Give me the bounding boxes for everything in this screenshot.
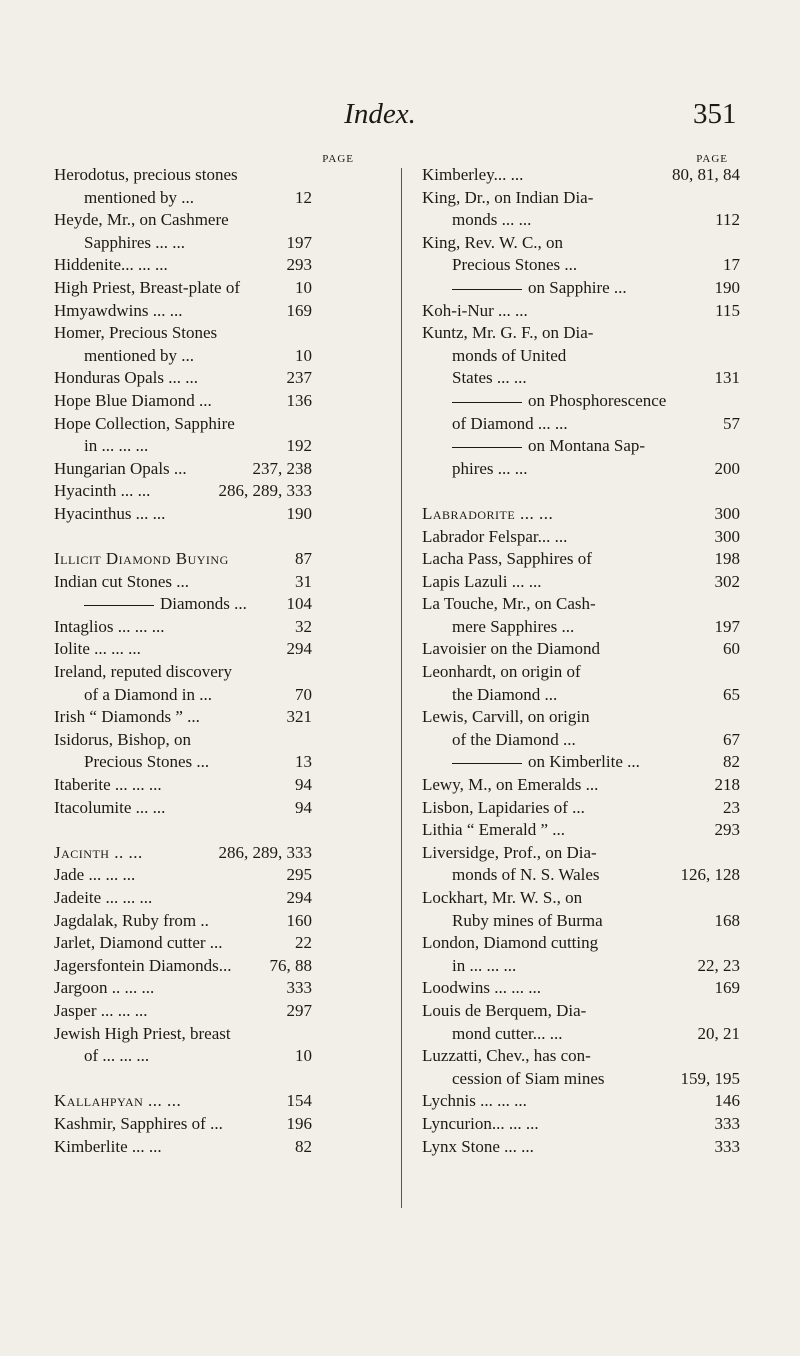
index-entry xyxy=(54,797,364,820)
index-entry xyxy=(54,571,364,594)
entry-text: Luzzatti, Chev., has con- xyxy=(422,1046,591,1066)
entry-page: 198 xyxy=(714,549,740,569)
index-entry xyxy=(54,1023,364,1046)
entry-page: 115 xyxy=(715,300,740,320)
entry-page: 32 xyxy=(295,616,312,636)
entry-text: Labradorite ... ... xyxy=(422,503,554,523)
entry-text: Louis de Berquem, Dia- xyxy=(422,1000,587,1020)
index-entry xyxy=(54,322,364,345)
entry-page: 302 xyxy=(714,571,740,591)
entry-text: of the Diamond ... xyxy=(452,729,576,749)
entry-text: in ... ... ... xyxy=(84,436,149,456)
entry-text: mentioned by ... xyxy=(84,345,195,365)
index-entry xyxy=(422,684,740,707)
index-entry xyxy=(54,209,364,232)
entry-text: the Diamond ... xyxy=(452,684,558,704)
entry-page: 297 xyxy=(286,1000,312,1020)
index-entry xyxy=(422,571,740,594)
entry-page: 160 xyxy=(286,910,312,930)
entry-page: 333 xyxy=(286,978,312,998)
index-column-right xyxy=(422,153,740,1158)
index-entry xyxy=(54,480,364,503)
index-entry xyxy=(54,503,364,526)
entry-page: 197 xyxy=(714,616,740,636)
page-column-header: PAGE xyxy=(322,153,354,165)
entry-page: 293 xyxy=(714,820,740,840)
entry-page: 333 xyxy=(714,1113,740,1133)
index-entry xyxy=(422,910,740,933)
entry-text: Jagdalak, Ruby from .. xyxy=(54,910,209,930)
entry-text: Sapphires ... ... xyxy=(84,232,186,252)
ditto-dash xyxy=(452,289,522,290)
entry-text: Herodotus, precious stones xyxy=(54,165,238,184)
index-entry xyxy=(422,616,740,639)
index-entry xyxy=(422,548,740,571)
page-column-header: PAGE xyxy=(696,153,728,165)
index-entry xyxy=(422,413,740,436)
entry-page: 237 xyxy=(286,368,312,388)
entry-text: Lyncurion... ... ... xyxy=(422,1113,539,1133)
index-entry xyxy=(422,864,740,887)
entry-text: Itaberite ... ... ... xyxy=(54,775,162,795)
index-entry xyxy=(422,254,740,277)
entry-text: Heyde, Mr., on Cashmere xyxy=(54,210,229,230)
index-entry xyxy=(422,977,740,1000)
index-entry xyxy=(54,864,364,887)
entry-page: 196 xyxy=(286,1113,312,1133)
entry-page: 190 xyxy=(286,503,312,523)
index-entry xyxy=(422,390,740,413)
index-entry xyxy=(422,300,740,323)
index-entry xyxy=(54,1045,364,1068)
entry-page: 136 xyxy=(286,390,312,410)
entry-text: Indian cut Stones ... xyxy=(54,571,190,591)
index-entry xyxy=(54,638,364,661)
entry-page: 22 xyxy=(295,933,312,953)
entry-text: Leonhardt, on origin of xyxy=(422,662,581,682)
page-header xyxy=(0,96,800,136)
entry-text: Loodwins ... ... ... xyxy=(422,978,541,998)
entry-page: 76, 88 xyxy=(269,955,312,975)
index-entry xyxy=(54,187,364,210)
index-entry xyxy=(422,1136,740,1159)
entry-page: 10 xyxy=(295,345,312,365)
entry-text: Kashmir, Sapphires of ... xyxy=(54,1113,223,1133)
entry-text: Hungarian Opals ... xyxy=(54,458,187,478)
index-entry xyxy=(54,932,364,955)
entry-page: 80, 81, 84 xyxy=(672,165,740,184)
entry-text: in ... ... ... xyxy=(452,955,517,975)
entry-page: 192 xyxy=(286,436,312,456)
index-entry xyxy=(422,232,740,255)
entry-page: 112 xyxy=(715,210,740,230)
entry-page: 13 xyxy=(295,752,312,772)
index-entry xyxy=(54,842,364,865)
entry-text: Kuntz, Mr. G. F., on Dia- xyxy=(422,323,594,343)
entry-text: Liversidge, Prof., on Dia- xyxy=(422,842,597,862)
entry-text: Itacolumite ... ... xyxy=(54,797,166,817)
index-entry xyxy=(54,887,364,910)
entry-text: Kallahpyan ... ... xyxy=(54,1091,182,1111)
entry-page: 12 xyxy=(295,187,312,207)
entry-page: 65 xyxy=(723,684,740,704)
index-entry xyxy=(422,458,740,481)
index-entry xyxy=(54,1136,364,1159)
index-entry xyxy=(422,187,740,210)
entry-page: 87 xyxy=(295,549,312,569)
entry-page: 200 xyxy=(714,458,740,478)
entry-page: 293 xyxy=(286,255,312,275)
entry-text: Jarlet, Diamond cutter ... xyxy=(54,933,223,953)
entry-page: 300 xyxy=(714,503,740,523)
entry-text: mentioned by ... xyxy=(84,187,195,207)
index-entry xyxy=(422,164,740,187)
entry-text: Hyacinthus ... ... xyxy=(54,503,166,523)
index-entry xyxy=(422,526,740,549)
entry-page: 57 xyxy=(723,413,740,433)
page-title: Index. xyxy=(344,98,416,130)
index-entry xyxy=(54,254,364,277)
entry-page: 82 xyxy=(295,1136,312,1156)
entry-page: 82 xyxy=(723,752,740,772)
entry-text: Labrador Felspar... ... xyxy=(422,526,568,546)
index-entry xyxy=(54,661,364,684)
index-entry xyxy=(422,706,740,729)
index-entry xyxy=(54,277,364,300)
entry-text: London, Diamond cutting xyxy=(422,933,599,953)
entry-page: 294 xyxy=(286,888,312,907)
entry-text: King, Dr., on Indian Dia- xyxy=(422,187,594,207)
entry-text: Iolite ... ... ... xyxy=(54,639,141,659)
index-entry xyxy=(422,1045,740,1068)
entry-text: Lapis Lazuli ... ... xyxy=(422,571,542,591)
entry-text: Hyacinth ... ... xyxy=(54,481,151,501)
entry-text: Precious Stones ... xyxy=(84,752,210,772)
entry-text: Lynx Stone ... ... xyxy=(422,1136,534,1156)
entry-text: Lockhart, Mr. W. S., on xyxy=(422,888,583,907)
entry-text: Jewish High Priest, breast xyxy=(54,1023,231,1043)
entry-text: phires ... ... xyxy=(452,458,528,478)
page-number: 351 xyxy=(693,98,737,130)
index-entry xyxy=(54,910,364,933)
entry-text: Lychnis ... ... ... xyxy=(422,1091,527,1111)
entry-page: 295 xyxy=(286,865,312,885)
entry-text: Homer, Precious Stones xyxy=(54,323,218,343)
index-entry xyxy=(54,435,364,458)
entry-text: Lewy, M., on Emeralds ... xyxy=(422,775,599,795)
index-entry xyxy=(54,548,364,571)
index-entry xyxy=(54,955,364,978)
entry-page: 23 xyxy=(723,797,740,817)
entry-page: 10 xyxy=(295,1046,312,1066)
index-entry xyxy=(54,774,364,797)
entry-text: Lacha Pass, Sapphires of xyxy=(422,549,592,569)
index-entry xyxy=(54,751,364,774)
index-entry xyxy=(54,593,364,616)
entry-text: Kimberlite ... ... xyxy=(54,1136,162,1156)
index-entry xyxy=(422,593,740,616)
column-divider xyxy=(401,168,402,1208)
index-entry xyxy=(422,435,740,458)
entry-text: Hope Blue Diamond ... xyxy=(54,390,212,410)
entry-page: 67 xyxy=(723,729,740,749)
entry-page: 94 xyxy=(295,775,312,795)
index-entry xyxy=(422,1090,740,1113)
entry-page: 218 xyxy=(714,775,740,795)
entry-text: monds of United xyxy=(452,345,567,365)
entry-page: 20, 21 xyxy=(697,1023,740,1043)
entry-text: Jacinth .. ... xyxy=(54,842,143,862)
entry-page: 321 xyxy=(286,707,312,727)
index-entry xyxy=(422,503,740,526)
entry-text: La Touche, Mr., on Cash- xyxy=(422,594,596,614)
index-entry xyxy=(54,390,364,413)
entry-text: Hope Collection, Sapphire xyxy=(54,413,235,433)
entry-page: 168 xyxy=(714,910,740,930)
entry-text: on Montana Sap- xyxy=(528,436,646,456)
entry-text: Irish “ Diamonds ” ... xyxy=(54,707,200,727)
index-entry xyxy=(422,1023,740,1046)
entry-text: on Sapphire ... xyxy=(528,277,627,297)
entry-text: on Phosphorescence xyxy=(528,390,667,410)
entry-text: Ireland, reputed discovery xyxy=(54,662,232,682)
entry-text: on Kimberlite ... xyxy=(528,752,640,772)
entry-text: Jadeite ... ... ... xyxy=(54,888,153,907)
index-entry xyxy=(422,819,740,842)
entry-page: 17 xyxy=(723,255,740,275)
entry-page: 169 xyxy=(286,300,312,320)
entry-page: 126, 128 xyxy=(680,865,740,885)
entry-page: 159, 195 xyxy=(680,1068,740,1088)
entry-text: of a Diamond in ... xyxy=(84,684,212,704)
index-entry xyxy=(422,797,740,820)
entry-text: Jasper ... ... ... xyxy=(54,1000,148,1020)
index-entry xyxy=(54,729,364,752)
index-entry xyxy=(422,638,740,661)
entry-page: 146 xyxy=(714,1091,740,1111)
entry-text: Lavoisier on the Diamond xyxy=(422,639,600,659)
entry-text: of ... ... ... xyxy=(84,1046,150,1066)
entry-text: Hiddenite... ... ... xyxy=(54,255,168,275)
index-entry xyxy=(54,164,364,187)
entry-page: 70 xyxy=(295,684,312,704)
entry-text: Honduras Opals ... ... xyxy=(54,368,199,388)
entry-text: of Diamond ... ... xyxy=(452,413,568,433)
index-entry xyxy=(54,1090,364,1113)
entry-text: Lithia “ Emerald ” ... xyxy=(422,820,566,840)
index-entry xyxy=(422,842,740,865)
entry-text: Precious Stones ... xyxy=(452,255,578,275)
index-entry xyxy=(422,932,740,955)
index-entry xyxy=(54,367,364,390)
entry-page: 131 xyxy=(714,368,740,388)
entry-text: mond cutter... ... xyxy=(452,1023,563,1043)
entry-text: Jade ... ... ... xyxy=(54,865,136,885)
index-entry xyxy=(422,209,740,232)
entry-text: Isidorus, Bishop, on xyxy=(54,729,191,749)
ditto-dash xyxy=(452,447,522,448)
entry-page: 300 xyxy=(714,526,740,546)
entry-page: 294 xyxy=(286,639,312,659)
index-entry xyxy=(422,1000,740,1023)
entry-page: 31 xyxy=(295,571,312,591)
entry-page: 197 xyxy=(286,232,312,252)
index-entry xyxy=(422,1068,740,1091)
entry-text: King, Rev. W. C., on xyxy=(422,232,564,252)
ditto-dash xyxy=(452,763,522,764)
entry-text: mere Sapphires ... xyxy=(452,616,575,636)
index-entry xyxy=(422,774,740,797)
entry-text: Hmyawdwins ... ... xyxy=(54,300,183,320)
entry-text: Lewis, Carvill, on origin xyxy=(422,707,590,727)
entry-text: Kimberley... ... xyxy=(422,165,524,184)
entry-page: 333 xyxy=(714,1136,740,1156)
entry-page: 154 xyxy=(286,1091,312,1111)
entry-text: Jagersfontein Diamonds... xyxy=(54,955,232,975)
index-entry xyxy=(422,751,740,774)
entry-text: Jargoon .. ... ... xyxy=(54,978,155,998)
index-column-left xyxy=(54,153,364,1158)
entry-text: Intaglios ... ... ... xyxy=(54,616,165,636)
entry-text: cession of Siam mines xyxy=(452,1068,605,1088)
index-entry xyxy=(54,232,364,255)
entry-page: 286, 289, 333 xyxy=(218,481,312,501)
index-entry xyxy=(54,977,364,1000)
index-entry xyxy=(422,345,740,368)
index-entry xyxy=(422,955,740,978)
entry-text: High Priest, Breast-plate of xyxy=(54,277,241,297)
index-entry xyxy=(54,616,364,639)
entry-text: monds of N. S. Wales xyxy=(452,865,600,885)
entry-text: States ... ... xyxy=(452,368,527,388)
index-entry xyxy=(422,1113,740,1136)
index-entry xyxy=(422,277,740,300)
entry-page: 60 xyxy=(723,639,740,659)
entry-text: Ruby mines of Burma xyxy=(452,910,603,930)
entry-page: 104 xyxy=(286,594,312,614)
entry-page: 286, 289, 333 xyxy=(218,842,312,862)
index-entry xyxy=(54,413,364,436)
entry-text: Lisbon, Lapidaries of ... xyxy=(422,797,585,817)
ditto-dash xyxy=(84,605,154,606)
index-entry xyxy=(54,300,364,323)
index-entry xyxy=(54,706,364,729)
entry-page: 10 xyxy=(295,277,312,297)
index-entry xyxy=(422,887,740,910)
index-entry xyxy=(54,345,364,368)
index-entry xyxy=(422,322,740,345)
entry-page: 22, 23 xyxy=(697,955,740,975)
index-entry xyxy=(54,1000,364,1023)
entry-text: Koh-i-Nur ... ... xyxy=(422,300,528,320)
ditto-dash xyxy=(452,402,522,403)
index-entry xyxy=(54,684,364,707)
index-entry xyxy=(422,661,740,684)
entry-page: 94 xyxy=(295,797,312,817)
index-entry xyxy=(422,367,740,390)
entry-page: 169 xyxy=(714,978,740,998)
entry-text: Illicit Diamond Buying xyxy=(54,549,229,569)
entry-text: monds ... ... xyxy=(452,210,532,230)
index-entry xyxy=(54,1113,364,1136)
index-entry xyxy=(54,458,364,481)
entry-page: 237, 238 xyxy=(252,458,312,478)
entry-page: 190 xyxy=(714,277,740,297)
entry-text: Diamonds ... xyxy=(160,594,247,614)
index-entry xyxy=(422,729,740,752)
